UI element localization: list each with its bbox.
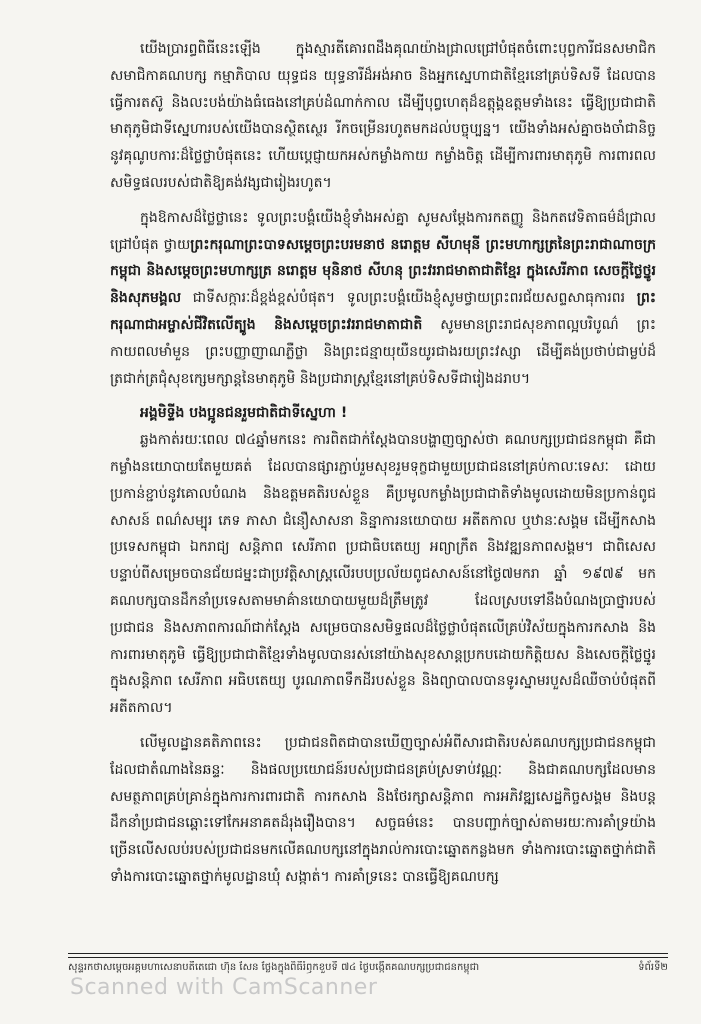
document-body [110, 36, 656, 899]
body-paragraph: លើមូលដ្ឋានគតិភាពនេះ ប្រជាជនពិតជាបានឃើញច្បាស់អំពីសារជាតិរបស់គណបក្សប្រជាជនកម្ពុជា ដែលជាតំណាងនៃឆន្ទៈ និងផលប្រយោជន៍របស់ប្រជាជនគ្រប់ស្រទាប់វណ្ណៈ និងជាគណបក្សដែលមានសមត្ថភាពគ្រប់គ្រាន់ក្នុងការការពារជាតិ ការកសាង និងថែរក្សាសន្តិភាព ការអភិវឌ្ឍសេដ្ឋកិច្ចសង្គម និងបន្តដឹកនាំប្រជាជនឆ្ពោះទៅកែអនាគតដ៏រុងរឿងបាន។ សច្ចធម៌នេះ បានបញ្ជាក់ច្បាស់តាមរយៈការគាំទ្រយ៉ាងច្រើនលើសលប់របស់ប្រជាជនមកលើគណបក្សនៅក្នុងរាល់ការបោះឆ្នោតកន្លងមក ទាំងការបោះឆ្នោតថ្នាក់ជាតិ ទាំងការបោះឆ្នោតថ្នាក់មូលដ្ឋានឃុំ សង្កាត់។ ការគាំទ្រនេះ បានធ្វើឱ្យគណបក្ស [110, 734, 656, 885]
body-paragraph: ឆ្លងកាត់រយៈពេល ៧៤ឆ្នាំមកនេះ ការពិតជាក់ស្តែងបានបង្ហាញច្បាស់ថា គណបក្សប្រជាជនកម្ពុជា គឺជាកម្លាំងនយោបាយតែមួយគត់ ដែលបានផ្សារភ្ជាប់រួមសុខរួមទុក្ខជាមួយប្រជាជននៅគ្រប់កាលៈទេសៈ ដោយប្រកាន់ខ្ជាប់នូវគោលបំណង និងឧត្តមគតិរបស់ខ្លួន គឺប្រមូលកម្លាំងប្រជាជាតិទាំងមូលដោយមិនប្រកាន់ពូជសាសន៍ ពណ៌សម្បុរ ភេទ ភាសា ជំនឿសាសនា និន្នាការនយោបាយ អតីតកាល ឬឋានៈសង្គម ដើម្បីកសាងប្រទេសកម្ពុជា ឯករាជ្យ សន្តិភាព សេរីភាព ប្រជាធិបតេយ្យ អព្យាក្រឹត និងវឌ្ឍនភាពសង្គម។ ជាពិសេស បន្ទាប់ពីសម្រេចបានជ័យជម្នះជាប្រវត្តិសាស្ត្រលើរបបប្រល័យពូជសាសន៍នៅថ្ងៃ៧មករា ឆ្នាំ ១៩៧៩ មក គណបក្សបានដឹកនាំប្រទេសតាមមាគ៌ានយោបាយមួយដ៏ត្រឹមត្រូវ ដែលស្របទៅនឹងបំណងប្រាថ្នារបស់ប្រជាជន និងសភាពការណ៍ជាក់ស្តែង សម្រេចបានសមិទ្ធផលដ៏ថ្លៃថ្លាបំផុតលើគ្រប់វិស័យក្នុងការកសាង និងការពារមាតុភូមិ ធ្វើឱ្យប្រជាជាតិខ្មែរទាំងមូលបានរស់នៅយ៉ាងសុខសាន្តប្រកបដោយកិត្តិយស និងសេចក្តីថ្លៃថ្នូរក្នុងសន្តិភាព សេរីភាព អធិបតេយ្យ បូរណភាពទឹកដីរបស់ខ្លួន និងព្យាបាលបានទូរស្នាមរបួសដ៏ឈឺចាប់បំផុតពីអតីតកាល។ [110, 432, 656, 717]
footer-title: សុន្ទរកថាសម្តេចអគ្គមហាសេនាបតីតេជោ ហ៊ុន សែន ថ្លែងក្នុងពិធីរំឭកខួបទី ៧៤ ថ្ងៃបង្កើតគណបក្សប្រជាជនកម្ពុជា [68, 962, 480, 973]
scanner-watermark: Scanned with CamScanner [70, 975, 378, 1000]
royal-titles-2: ព្រះករុណាជាអម្ចាស់ជីវិតលើត្បូង និងសម្តេចព្រះវររាជមាតាជាតិ [110, 290, 656, 333]
dedication-middle: ជាទីសក្ការៈដ៏ខ្ពង់ខ្ពស់បំផុត។ ទូលព្រះបង្គំយើងខ្ញុំសូមថ្វាយព្រះពរជ័យសព្ទសាធុការពរ [181, 290, 637, 307]
footer-divider [68, 953, 668, 958]
royal-titles-1: ព្រះករុណាព្រះបាទសម្តេចព្រះបរមនាថ នរោត្តម សីហមុនី ព្រះមហាក្សត្រនៃព្រះរាជាណាចក្រកម្ពុជា និងសម្តេចព្រះមហាក្សត្រ នរោត្តម មុនិនាថ សីហនុ ព្រះវររាជមាតាជាតិខ្មែរ ក្នុងសេរីភាព សេចក្តីថ្លៃថ្នូរ និងសុភមង្គល [110, 236, 656, 307]
dedication-paragraph [110, 205, 656, 393]
dedication-before: ក្នុងឱកាសដ៏ថ្លៃថ្លានេះ ទូលព្រះបង្គំយើងខ្ញុំទាំងអស់គ្នា សូមសម្តែងការកតញ្ញូ និងកតវេទិតាធម៌ដ៏ជ្រាលជ្រៅបំផុត ថ្វាយ [110, 209, 656, 253]
address-heading: អង្គមិទ្ទីង បងប្អូនជនរួមជាតិជាទីស្នេហា ! [140, 405, 348, 422]
page-number: ទំព័រទី២ [638, 962, 668, 973]
intro-paragraph: យើងប្រារព្ធពិធីនេះឡើង ក្នុងស្មារតីគោរពដឹងគុណយ៉ាងជ្រាលជ្រៅបំផុតចំពោះបុព្វការីជនសមាជិក សមាជិកាគណបក្ស កម្មាភិបាល យុទ្ធជន យុទ្ធនារីដ៏អង់អាច និងអ្នកស្នេហាជាតិខ្មែរនៅគ្រប់ទិសទី ដែលបានធ្វើការតស៊ូ និងលះបង់យ៉ាងធំធេងនៅគ្រប់ដំណាក់កាល ដើម្បីបុព្វហេតុដ៏ឧត្តុង្គឧត្តមទាំងនេះ ធ្វើឱ្យប្រជាជាតិមាតុភូមិជាទីស្នេហារបស់យើងបានស្ថិតស្ថេរ រីកចម្រើនរហូតមកដល់បច្ចុប្បន្ន។ យើងទាំងអស់គ្នាចងចាំជានិច្ចនូវគុណូបការៈដ៏ថ្លៃថ្លាបំផុតនេះ ហើយប្តេជ្ញាយកអស់កម្លាំងកាយ កម្លាំងចិត្ត ដើម្បីការពារមាតុភូមិ ការពារពលសមិទ្ធផលរបស់ជាតិឱ្យគង់វង្សជារៀងរហូត។ [110, 41, 656, 191]
dedication-after: សូមមានព្រះរាជសុខភាពល្អបរិបូណ៌ ព្រះកាយពលមាំមួន ព្រះបញ្ញាញាណភ្លឺថ្លា និងព្រះជន្មាយុយឺនយូរជាងរយព្រះវស្សា ដើម្បីគង់ប្រថាប់ជាម្លប់ដ៏ត្រជាក់ត្រជុំសុខក្សេមក្សាន្តនៃមាតុភូមិ និងប្រជារាស្ត្រខ្មែរនៅគ្រប់ទិសទីជារៀងដរាប។ [110, 316, 656, 387]
